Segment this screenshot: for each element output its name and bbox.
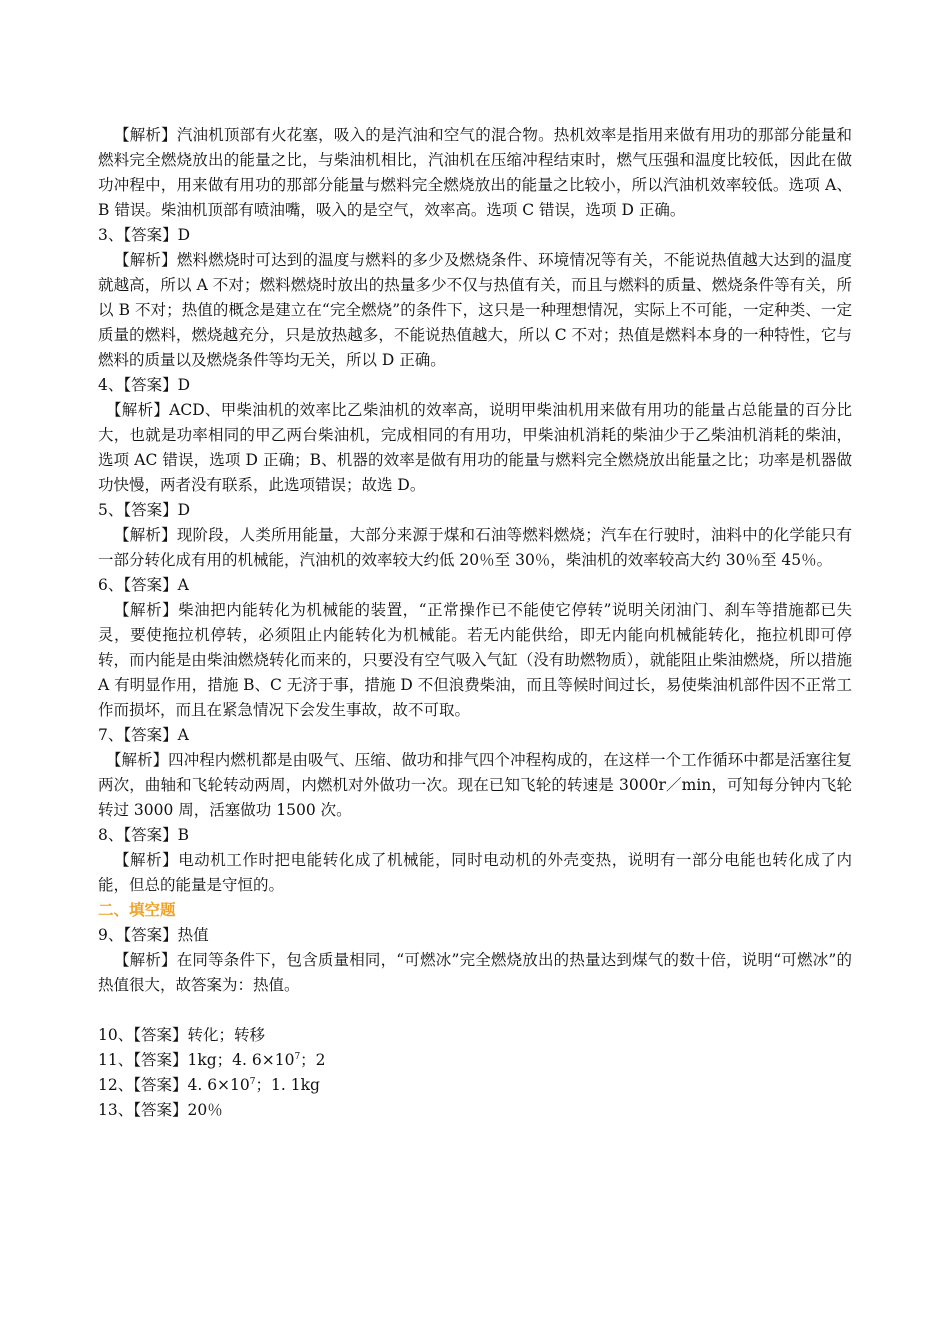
q11-exponent: 7 <box>294 1051 301 1062</box>
blank-line <box>98 998 852 1023</box>
q12-answer-prefix: 12、【答案】4. 6×10 <box>98 1076 250 1094</box>
q7-answer: 7、【答案】A <box>98 726 189 744</box>
q3-answer: 3、【答案】D <box>98 226 191 244</box>
q11-answer-prefix: 11、【答案】1kg；4. 6×10 <box>98 1051 295 1069</box>
q9-answer: 9、【答案】热值 <box>98 926 209 944</box>
q11-answer-suffix: ；2 <box>300 1051 326 1069</box>
q11-answer <box>98 1048 852 1073</box>
q10-answer: 10、【答案】转化；转移 <box>98 1026 265 1044</box>
q8-analysis: 【解析】电动机工作时把电能转化成了机械能，同时电动机的外壳变热，说明有一部分电能也转化成了内能，但总的能量是守恒的。 <box>98 851 852 894</box>
q5-answer: 5、【答案】D <box>98 501 191 519</box>
q12-exponent: 7 <box>249 1076 256 1087</box>
q7-analysis: 【解析】四冲程内燃机都是由吸气、压缩、做功和排气四个冲程构成的，在这样一个工作循环中都是活塞往复两次，曲轴和飞轮转动两周，内燃机对外做功一次。现在已知飞轮的转速是 3000r／min，可知每分钟内飞轮转过 3000 周，活塞做功 1500 次。 <box>98 751 852 819</box>
q13-answer: 13、【答案】20％ <box>98 1101 223 1119</box>
q12-answer <box>98 1073 852 1098</box>
intro-analysis: 【解析】汽油机顶部有火花塞，吸入的是汽油和空气的混合物。热机效率是指用来做有用功的那部分能量和燃料完全燃烧放出的能量之比，与柴油机相比，汽油机在压缩冲程结束时，燃气压强和温度比较低，因此在做功冲程中，用来做有用功的那部分能量与燃料完全燃烧放出的能量之比较小，所以汽油机效率较低。选项 A、B 错误。柴油机顶部有喷油嘴，吸入的是空气，效率高。选项 C 错误，选项 D 正确。 <box>98 126 852 219</box>
q9-analysis: 【解析】在同等条件下，包含质量相同，“可燃冰”完全燃烧放出的热量达到煤气的数十倍，说明“可燃冰”的热值很大，故答案为：热值。 <box>98 951 852 994</box>
section-title-fill-in: 二、填空题 <box>98 901 176 919</box>
q5-analysis: 【解析】现阶段，人类所用能量，大部分来源于煤和石油等燃料燃烧；汽车在行驶时，油料中的化学能只有一部分转化成有用的机械能，汽油机的效率较大约低 20％至 30％，柴油机的效率较高大约 30％至 45％。 <box>98 526 852 569</box>
document-page <box>98 123 852 1123</box>
q4-answer: 4、【答案】D <box>98 376 191 394</box>
q6-analysis: 【解析】柴油把内能转化为机械能的装置，“正常操作已不能使它停转”说明关闭油门、刹车等措施都已失灵，要使拖拉机停转，必须阻止内能转化为机械能。若无内能供给，即无内能向机械能转化，拖拉机即可停转，而内能是由柴油燃烧转化而来的，只要没有空气吸入气缸（没有助燃物质），就能阻止柴油燃烧，所以措施 A 有明显作用，措施 B、C 无济于事，措施 D 不但浪费柴油，而且等候时间过长，易使柴油机部件因不正常工作而损坏，而且在紧急情况下会发生事故，故不可取。 <box>98 601 852 719</box>
q4-analysis: 【解析】ACD、甲柴油机的效率比乙柴油机的效率高，说明甲柴油机用来做有用功的能量占总能量的百分比大，也就是功率相同的甲乙两台柴油机，完成相同的有用功，甲柴油机消耗的柴油少于乙柴油机消耗的柴油，选项 AC 错误，选项 D 正确；B、机器的效率是做有用功的能量与燃料完全燃烧放出能量之比；功率是机器做功快慢，两者没有联系，此选项错误；故选 D。 <box>98 401 852 494</box>
q3-analysis: 【解析】燃料燃烧时可达到的温度与燃料的多少及燃烧条件、环境情况等有关，不能说热值越大达到的温度就越高，所以 A 不对；燃料燃烧时放出的热量多少不仅与热值有关，而且与燃料的质量、燃烧条件等有关，所以 B 不对；热值的概念是建立在“完全燃烧”的条件下，这只是一种理想情况，实际上不可能，一定种类、一定质量的燃料，燃烧越充分，只是放热越多，不能说热值越大，所以 C 不对；热值是燃料本身的一种特性，它与燃料的质量以及燃烧条件等均无关，所以 D 正确。 <box>98 251 852 369</box>
q8-answer: 8、【答案】B <box>98 826 190 844</box>
q6-answer: 6、【答案】A <box>98 576 189 594</box>
q12-answer-suffix: ；1. 1kg <box>255 1076 320 1094</box>
